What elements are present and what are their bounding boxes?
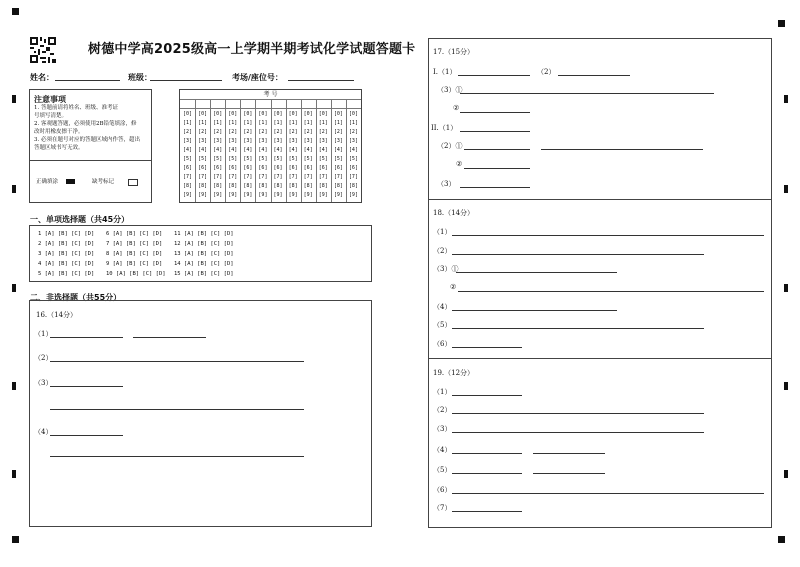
name-field[interactable] (55, 80, 120, 81)
exam-digit-bubble[interactable]: [6] (333, 165, 343, 171)
q19-answer7[interactable] (452, 511, 522, 512)
choice-item[interactable]: 3 [A] [B] [C] [D] (38, 251, 95, 257)
exam-number-grid (179, 89, 362, 203)
choice-item[interactable]: 15 [A] [B] [C] [D] (174, 271, 234, 277)
exam-digit-bubble[interactable]: [8] (288, 183, 298, 189)
q18-answer6[interactable] (452, 347, 522, 348)
notice-line: 3. 必须在题号对应的答题区域内作答，超出 (34, 137, 140, 143)
exam-digit-bubble[interactable]: [1] (228, 120, 238, 126)
exam-digit-bubble[interactable]: [1] (348, 120, 358, 126)
q17-i1-answer[interactable] (458, 75, 530, 76)
q17-ii1: II.（1） (431, 124, 458, 132)
choice-item[interactable]: 14 [A] [B] [C] [D] (174, 261, 234, 267)
registration-mark (778, 20, 785, 27)
seat-field[interactable] (288, 80, 354, 81)
exam-digit-bubble[interactable]: [6] (273, 165, 283, 171)
exam-digit-column[interactable] (226, 110, 239, 200)
exam-digit-bubble[interactable]: [8] (198, 183, 208, 189)
q18-answer3b[interactable] (458, 291, 764, 292)
q16-answer3a[interactable] (50, 386, 123, 387)
exam-digit-bubble[interactable]: [2] (348, 129, 358, 135)
class-field[interactable] (150, 80, 222, 81)
exam-digit-bubble[interactable]: [3] (183, 138, 193, 144)
choice-item[interactable]: 10 [A] [B] [C] [D] (106, 271, 166, 277)
exam-digit-bubble[interactable]: [7] (183, 174, 193, 180)
exam-digit-bubble[interactable]: [4] (183, 147, 193, 153)
timing-mark (784, 470, 788, 478)
q18-title: 18.（14分） (433, 209, 475, 217)
q19-answer3[interactable] (452, 432, 704, 433)
exam-digit-bubble[interactable]: [2] (183, 129, 193, 135)
exam-digit-bubble[interactable]: [3] (288, 138, 298, 144)
q17-i3b-answer[interactable] (460, 112, 530, 113)
exam-digit-bubble[interactable]: [5] (243, 156, 253, 162)
sheet-title: 树德中学高2025级高一上学期半期考试化学试题答题卡 (88, 42, 416, 57)
choice-item[interactable]: 2 [A] [B] [C] [D] (38, 241, 95, 247)
exam-digit-bubble[interactable]: [2] (303, 129, 313, 135)
exam-digit-bubble[interactable]: [8] (213, 183, 223, 189)
exam-digit-bubble[interactable]: [4] (288, 147, 298, 153)
choice-item[interactable]: 5 [A] [B] [C] [D] (38, 271, 95, 277)
q17-ii2-answer-b[interactable] (541, 149, 703, 150)
exam-digit-bubble[interactable]: [4] (273, 147, 283, 153)
exam-digit-bubble[interactable]: [0] (183, 111, 193, 117)
q18-part3b: ② (450, 283, 457, 291)
exam-digit-bubble[interactable]: [0] (348, 111, 358, 117)
exam-digit-bubble[interactable]: [3] (258, 138, 268, 144)
exam-digit-bubble[interactable]: [0] (228, 111, 238, 117)
exam-digit-bubble[interactable]: [8] (258, 183, 268, 189)
q19-answer6[interactable] (452, 493, 764, 494)
registration-mark (12, 536, 19, 543)
exam-digit-column[interactable] (347, 110, 360, 200)
q18-part4: （4） (433, 303, 452, 311)
exam-digit-bubble[interactable]: [6] (348, 165, 358, 171)
notice-line: 1. 答题前请将姓名、班级、准考证 (34, 105, 118, 111)
q17-ii2b: ② (456, 160, 463, 168)
exam-digit-bubble[interactable]: [0] (273, 111, 283, 117)
notice-line: 号填写清楚。 (34, 113, 68, 119)
q17-i2-answer[interactable] (558, 75, 630, 76)
exam-digit-bubble[interactable]: [1] (303, 120, 313, 126)
exam-digit-bubble[interactable]: [6] (288, 165, 298, 171)
q17-ii2-answer[interactable] (464, 149, 530, 150)
exam-digit-bubble[interactable]: [0] (213, 111, 223, 117)
registration-mark (12, 8, 19, 15)
q17-ii3-answer[interactable] (460, 187, 530, 188)
exam-digit-bubble[interactable]: [6] (243, 165, 253, 171)
exam-digit-bubble[interactable]: [3] (333, 138, 343, 144)
q17-ii1-answer[interactable] (460, 131, 530, 132)
exam-digit-bubble[interactable]: [9] (318, 192, 328, 198)
q16-part1: （1） (34, 330, 53, 338)
notice-box (29, 89, 152, 203)
q17-divider (428, 199, 772, 200)
exam-digit-bubble[interactable]: [2] (288, 129, 298, 135)
absent-mark-label: 缺考标记 (92, 179, 115, 185)
q17-ii2: （2）① (437, 142, 463, 150)
exam-digit-bubble[interactable]: [7] (243, 174, 253, 180)
q16-answer3b[interactable] (50, 409, 304, 410)
exam-digit-column[interactable] (211, 110, 224, 200)
q19-part7: （7） (433, 504, 452, 512)
timing-mark (784, 95, 788, 103)
exam-digit-bubble[interactable]: [0] (318, 111, 328, 117)
exam-digit-column[interactable] (256, 110, 269, 200)
exam-digit-bubble[interactable]: [5] (333, 156, 343, 162)
timing-mark (12, 470, 16, 478)
q19-answer4a[interactable] (452, 453, 522, 454)
exam-digit-bubble[interactable]: [3] (213, 138, 223, 144)
exam-digit-bubble[interactable]: [2] (243, 129, 253, 135)
exam-digit-bubble[interactable]: [4] (243, 147, 253, 153)
notice-line: 改时用橡皮擦干净。 (34, 129, 84, 135)
exam-digit-bubble[interactable]: [0] (333, 111, 343, 117)
exam-digit-column[interactable] (287, 110, 300, 200)
exam-digit-column[interactable] (302, 110, 315, 200)
qr-code-icon (30, 37, 56, 63)
choice-item[interactable]: 6 [A] [B] [C] [D] (106, 231, 163, 237)
q19-part1: （1） (433, 388, 452, 396)
exam-digit-bubble[interactable]: [6] (198, 165, 208, 171)
choice-item[interactable]: 7 [A] [B] [C] [D] (106, 241, 163, 247)
q18-part6: （6） (433, 340, 452, 348)
timing-mark (784, 382, 788, 390)
q16-answer4b[interactable] (50, 456, 304, 457)
choice-row[interactable] (38, 241, 234, 247)
exam-digit-bubble[interactable]: [6] (228, 165, 238, 171)
exam-digit-bubble[interactable]: [8] (318, 183, 328, 189)
exam-digit-bubble[interactable]: [5] (258, 156, 268, 162)
exam-digit-bubble[interactable]: [5] (213, 156, 223, 162)
seat-label: 考场/座位号： (232, 73, 283, 82)
exam-digit-bubble[interactable]: [7] (258, 174, 268, 180)
q17-i1: I.（1） (433, 68, 457, 76)
exam-digit-bubble[interactable]: [4] (228, 147, 238, 153)
choice-item[interactable]: 11 [A] [B] [C] [D] (174, 231, 234, 237)
exam-digit-bubble[interactable]: [5] (288, 156, 298, 162)
exam-digit-bubble[interactable]: [5] (228, 156, 238, 162)
exam-digit-bubble[interactable]: [8] (348, 183, 358, 189)
q19-part4: （4） (433, 446, 452, 454)
exam-digit-bubble[interactable]: [8] (183, 183, 193, 189)
choice-item[interactable]: 9 [A] [B] [C] [D] (106, 261, 163, 267)
q18-answer2[interactable] (452, 254, 704, 255)
q18-part3: （3）① (433, 265, 459, 273)
q19-answer5a[interactable] (452, 473, 522, 474)
exam-digit-bubble[interactable]: [1] (318, 120, 328, 126)
q16-title: 16.（14分） (36, 311, 78, 319)
exam-digit-bubble[interactable]: [1] (288, 120, 298, 126)
choice-item[interactable]: 12 [A] [B] [C] [D] (174, 241, 234, 247)
exam-number-header: 考 号 (263, 91, 278, 98)
notice-line: 2. 客观题答题，必须使用2B铅笔填涂，修 (34, 121, 137, 127)
q18-answer5[interactable] (452, 328, 704, 329)
q16-part2: （2） (34, 354, 53, 362)
exam-digit-bubble[interactable]: [9] (228, 192, 238, 198)
exam-digit-bubble[interactable]: [1] (273, 120, 283, 126)
exam-digit-bubble[interactable]: [8] (228, 183, 238, 189)
q16-part3: （3） (34, 379, 53, 387)
exam-digit-bubble[interactable]: [6] (258, 165, 268, 171)
exam-digit-bubble[interactable]: [6] (303, 165, 313, 171)
exam-digit-bubble[interactable]: [3] (318, 138, 328, 144)
q17-title: 17.（15分） (433, 48, 475, 56)
q18-answer3[interactable] (456, 272, 617, 273)
exam-digit-bubble[interactable]: [4] (348, 147, 358, 153)
timing-mark (784, 185, 788, 193)
exam-digit-column[interactable] (317, 110, 330, 200)
q18-answer4[interactable] (452, 310, 617, 311)
exam-digit-bubble[interactable]: [8] (273, 183, 283, 189)
q18-part5: （5） (433, 321, 452, 329)
exam-digit-bubble[interactable]: [9] (288, 192, 298, 198)
choice-row[interactable] (38, 271, 234, 277)
exam-digit-bubble[interactable]: [2] (318, 129, 328, 135)
exam-digit-bubble[interactable]: [4] (258, 147, 268, 153)
q19-answer2[interactable] (452, 413, 704, 414)
exam-digit-bubble[interactable]: [4] (333, 147, 343, 153)
exam-digit-column[interactable] (241, 110, 254, 200)
exam-digit-bubble[interactable]: [5] (273, 156, 283, 162)
name-label: 姓名： (30, 73, 54, 82)
timing-mark (12, 284, 16, 292)
exam-digit-bubble[interactable]: [2] (333, 129, 343, 135)
exam-digit-bubble[interactable]: [2] (273, 129, 283, 135)
q19-part3: （3） (433, 425, 452, 433)
exam-digit-column[interactable] (181, 110, 194, 200)
choice-row[interactable] (38, 231, 234, 237)
exam-digit-bubble[interactable]: [9] (333, 192, 343, 198)
correct-fill-label: 正确填涂 (36, 179, 59, 185)
exam-digit-bubble[interactable]: [8] (303, 183, 313, 189)
q19-part2: （2） (433, 406, 452, 414)
exam-digit-bubble[interactable]: [4] (303, 147, 313, 153)
exam-digit-bubble[interactable]: [7] (198, 174, 208, 180)
question16-box (29, 300, 372, 527)
exam-digit-bubble[interactable]: [1] (183, 120, 193, 126)
q19-part5: （5） (433, 466, 452, 474)
exam-digit-bubble[interactable]: [7] (213, 174, 223, 180)
exam-digit-bubble[interactable]: [5] (348, 156, 358, 162)
exam-digit-bubble[interactable]: [6] (213, 165, 223, 171)
q16-part4: （4） (34, 428, 53, 436)
q18-answer1[interactable] (452, 235, 764, 236)
exam-digit-bubble[interactable]: [3] (273, 138, 283, 144)
exam-digit-bubble[interactable]: [4] (213, 147, 223, 153)
choice-row[interactable] (38, 261, 234, 267)
exam-digit-bubble[interactable]: [9] (303, 192, 313, 198)
exam-digit-bubble[interactable]: [1] (198, 120, 208, 126)
q19-answer5b[interactable] (533, 473, 605, 474)
choice-item[interactable]: 1 [A] [B] [C] [D] (38, 231, 95, 237)
exam-digit-column[interactable] (196, 110, 209, 200)
q19-answer1[interactable] (452, 395, 522, 396)
exam-digit-bubble[interactable]: [9] (243, 192, 253, 198)
exam-digit-column[interactable] (272, 110, 285, 200)
exam-digit-bubble[interactable]: [3] (198, 138, 208, 144)
class-label: 班级： (128, 73, 152, 82)
exam-digit-bubble[interactable]: [5] (183, 156, 193, 162)
notice-text (34, 104, 150, 152)
q18-part1: （1） (433, 228, 452, 236)
exam-digit-bubble[interactable]: [2] (198, 129, 208, 135)
q16-answer1a[interactable] (50, 337, 123, 338)
exam-digit-bubble[interactable]: [3] (228, 138, 238, 144)
q17-i2: （2） (537, 68, 556, 76)
exam-digit-bubble[interactable]: [7] (228, 174, 238, 180)
registration-mark (778, 536, 785, 543)
q17-ii2b-answer[interactable] (464, 168, 530, 169)
exam-digit-bubble[interactable]: [0] (198, 111, 208, 117)
exam-digit-bubble[interactable]: [8] (243, 183, 253, 189)
timing-mark (12, 185, 16, 193)
exam-digit-bubble[interactable]: [9] (213, 192, 223, 198)
q16-answer2[interactable] (50, 361, 304, 362)
exam-digit-bubble[interactable]: [8] (333, 183, 343, 189)
exam-digit-column[interactable] (332, 110, 345, 200)
section2-title: 二、非选择题（共55分） (30, 293, 122, 302)
q17-ii3: （3） (437, 180, 456, 188)
exam-digit-bubble[interactable]: [0] (243, 111, 253, 117)
q17-i3: （3）① (437, 86, 463, 94)
choice-item[interactable]: 4 [A] [B] [C] [D] (38, 261, 95, 267)
correct-fill-sample (66, 179, 75, 184)
exam-digit-bubble[interactable]: [2] (228, 129, 238, 135)
exam-digit-bubble[interactable]: [5] (198, 156, 208, 162)
section1-title: 一、单项选择题（共45分） (30, 215, 130, 224)
exam-digit-bubble[interactable]: [7] (303, 174, 313, 180)
q17-i3-answer[interactable] (460, 93, 714, 94)
notice-title: 注意事项 (34, 95, 66, 104)
exam-digit-bubble[interactable]: [6] (183, 165, 193, 171)
q17-i3b: ② (453, 104, 460, 112)
exam-digit-bubble[interactable]: [4] (198, 147, 208, 153)
exam-digit-bubble[interactable]: [2] (258, 129, 268, 135)
exam-digit-bubble[interactable]: [9] (273, 192, 283, 198)
choice-item[interactable]: 8 [A] [B] [C] [D] (106, 251, 163, 257)
exam-digit-bubble[interactable]: [3] (243, 138, 253, 144)
q16-answer1b[interactable] (133, 337, 206, 338)
exam-digit-bubble[interactable]: [6] (318, 165, 328, 171)
exam-digit-bubble[interactable]: [9] (183, 192, 193, 198)
choice-box (29, 225, 372, 282)
exam-digit-bubble[interactable]: [0] (303, 111, 313, 117)
exam-digit-bubble[interactable]: [2] (213, 129, 223, 135)
exam-digit-bubble[interactable]: [0] (288, 111, 298, 117)
choice-item[interactable]: 13 [A] [B] [C] [D] (174, 251, 234, 257)
exam-digit-bubble[interactable]: [1] (333, 120, 343, 126)
exam-digit-bubble[interactable]: [1] (213, 120, 223, 126)
q16-answer4a[interactable] (50, 435, 123, 436)
absent-mark-box[interactable] (128, 179, 138, 186)
q19-answer4b[interactable] (533, 453, 605, 454)
exam-digit-bubble[interactable]: [7] (288, 174, 298, 180)
timing-mark (12, 95, 16, 103)
exam-digit-bubble[interactable]: [7] (348, 174, 358, 180)
notice-divider (30, 160, 151, 161)
q19-title: 19.（12分） (433, 369, 475, 377)
exam-digit-bubble[interactable]: [5] (318, 156, 328, 162)
exam-digit-bubble[interactable]: [7] (333, 174, 343, 180)
timing-mark (784, 284, 788, 292)
exam-digit-bubble[interactable]: [9] (258, 192, 268, 198)
exam-digit-bubble[interactable]: [3] (348, 138, 358, 144)
q18-divider (428, 358, 772, 359)
exam-digit-bubble[interactable]: [7] (318, 174, 328, 180)
exam-digit-bubble[interactable]: [9] (198, 192, 208, 198)
timing-mark (12, 382, 16, 390)
exam-digit-bubble[interactable]: [1] (258, 120, 268, 126)
notice-line: 答题区域书写无效。 (34, 145, 84, 151)
q18-part2: （2） (433, 247, 452, 255)
exam-digit-bubble[interactable]: [4] (318, 147, 328, 153)
choice-row[interactable] (38, 251, 234, 257)
exam-digit-bubble[interactable]: [1] (243, 120, 253, 126)
exam-digit-bubble[interactable]: [7] (273, 174, 283, 180)
exam-digit-bubble[interactable]: [5] (303, 156, 313, 162)
exam-digit-bubble[interactable]: [0] (258, 111, 268, 117)
q19-part6: （6） (433, 486, 452, 494)
exam-digit-bubble[interactable]: [3] (303, 138, 313, 144)
exam-digit-bubble[interactable]: [9] (348, 192, 358, 198)
